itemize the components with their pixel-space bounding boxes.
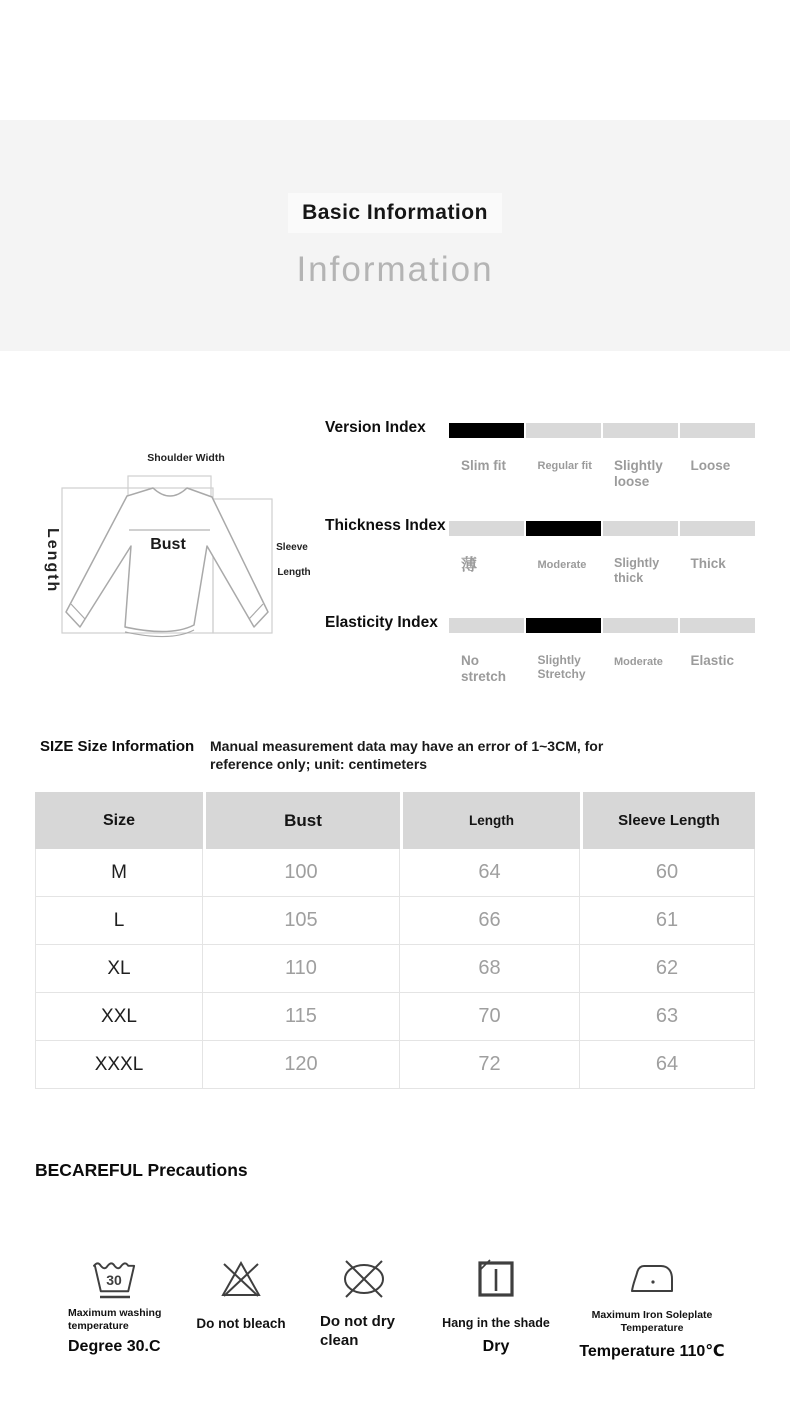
size-cell: XL xyxy=(35,945,203,993)
version-index-row xyxy=(0,418,790,514)
size-cell: XXXL xyxy=(35,1041,203,1089)
option-label: 薄 xyxy=(461,557,478,574)
sleeve-cell: 61 xyxy=(580,897,755,945)
precaution-item-dry-clean xyxy=(314,1255,414,1350)
thickness-index-bar xyxy=(449,521,755,536)
precaution-label: Maximum washing temperature xyxy=(68,1307,162,1332)
option-label: Slim fit xyxy=(461,458,507,473)
length-cell: 70 xyxy=(400,993,580,1041)
option-label: Moderate xyxy=(537,559,587,571)
length-label: Length xyxy=(44,528,61,594)
do-not-bleach-icon xyxy=(180,1255,302,1307)
wash-tub-30-icon xyxy=(40,1255,190,1307)
bust-cell: 115 xyxy=(203,993,400,1041)
option-label: No stretch xyxy=(461,653,507,685)
bust-cell: 120 xyxy=(203,1041,400,1089)
elasticity-index-bar xyxy=(449,618,755,633)
precaution-sublabel: Degree 30.C xyxy=(68,1338,161,1355)
bar-segment xyxy=(680,618,755,633)
length-cell: 64 xyxy=(400,849,580,897)
bust-cell: 110 xyxy=(203,945,400,993)
length-cell: 68 xyxy=(400,945,580,993)
sleeve-label-line2: Length xyxy=(277,567,311,578)
svg-text:30: 30 xyxy=(106,1272,122,1288)
option-label: Elastic xyxy=(690,653,735,668)
header-band xyxy=(0,120,790,351)
bust-label: Bust xyxy=(150,536,186,553)
column-header-sleeve: Sleeve Length xyxy=(580,792,755,849)
precaution-label: Hang in the shade xyxy=(442,1316,550,1330)
elasticity-index-label: Elasticity Index xyxy=(325,614,438,631)
precaution-sublabel: Dry xyxy=(482,1338,510,1355)
size-cell: L xyxy=(35,897,203,945)
bar-segment xyxy=(526,423,601,438)
size-table xyxy=(35,792,755,1089)
iron-max-110-icon xyxy=(578,1255,726,1307)
elasticity-index-row xyxy=(0,613,790,709)
precaution-label: Maximum Iron Soleplate Temperature xyxy=(591,1309,713,1334)
length-cell: 72 xyxy=(400,1041,580,1089)
version-index-bar xyxy=(449,423,755,438)
thickness-index-options xyxy=(449,556,761,586)
hang-in-shade-icon xyxy=(430,1255,562,1307)
bust-cell: 100 xyxy=(203,849,400,897)
table-row xyxy=(35,993,755,1041)
bar-segment xyxy=(603,521,678,536)
bar-segment xyxy=(680,521,755,536)
page-title: Basic Information xyxy=(302,201,488,224)
bar-segment xyxy=(603,618,678,633)
sleeve-cell: 64 xyxy=(580,1041,755,1089)
bar-segment xyxy=(603,423,678,438)
precaution-sublabel: Temperature 110℃ xyxy=(579,1343,725,1360)
bust-cell: 105 xyxy=(203,897,400,945)
section-title-box xyxy=(288,193,502,233)
sleeve-label-line1: Sleeve xyxy=(276,542,308,553)
length-cell: 66 xyxy=(400,897,580,945)
option-label: Thick xyxy=(690,556,726,571)
column-header-size: Size xyxy=(35,792,203,849)
precaution-item-bleach xyxy=(180,1255,302,1331)
bar-segment xyxy=(449,423,524,438)
table-row xyxy=(35,897,755,945)
bar-segment xyxy=(526,618,601,633)
option-label: Slightly thick xyxy=(614,556,660,585)
option-label: Slightly Stretchy xyxy=(537,653,586,682)
size-cell: M xyxy=(35,849,203,897)
version-index-label: Version Index xyxy=(325,419,426,436)
bar-segment xyxy=(449,521,524,536)
size-table-header xyxy=(35,792,755,849)
shoulder-width-label: Shoulder Width xyxy=(147,452,225,464)
column-header-bust: Bust xyxy=(203,792,400,849)
column-header-length: Length xyxy=(400,792,580,849)
thickness-index-row xyxy=(0,516,790,612)
thickness-index-label: Thickness Index xyxy=(325,517,446,534)
size-cell: XXL xyxy=(35,993,203,1041)
elasticity-index-options xyxy=(449,653,761,685)
size-section-title: SIZE Size Information xyxy=(40,738,195,755)
precaution-item-wash xyxy=(40,1255,190,1356)
table-row xyxy=(35,849,755,897)
option-label: Regular fit xyxy=(537,460,592,472)
sleeve-cell: 62 xyxy=(580,945,755,993)
precaution-label: Do not dry clean xyxy=(320,1313,395,1349)
do-not-dry-clean-icon xyxy=(314,1255,414,1307)
option-label: Slightly loose xyxy=(614,458,663,490)
sleeve-cell: 63 xyxy=(580,993,755,1041)
table-row xyxy=(35,945,755,993)
precaution-item-iron xyxy=(578,1255,726,1361)
precaution-item-hang-dry xyxy=(430,1255,562,1356)
size-section-note: Manual measurement data may have an error of 1~3CM, for reference only; unit: centimeters xyxy=(210,738,604,772)
option-label: Moderate xyxy=(614,656,663,668)
bar-segment xyxy=(526,521,601,536)
option-label: Loose xyxy=(690,458,731,473)
sleeve-cell: 60 xyxy=(580,849,755,897)
version-index-options xyxy=(449,458,761,490)
bar-segment xyxy=(449,618,524,633)
bar-segment xyxy=(680,423,755,438)
precaution-label: Do not bleach xyxy=(196,1316,286,1331)
table-row xyxy=(35,1041,755,1089)
precautions-title: BECAREFUL Precautions xyxy=(35,1160,248,1180)
page-subtitle: Information xyxy=(296,250,494,289)
